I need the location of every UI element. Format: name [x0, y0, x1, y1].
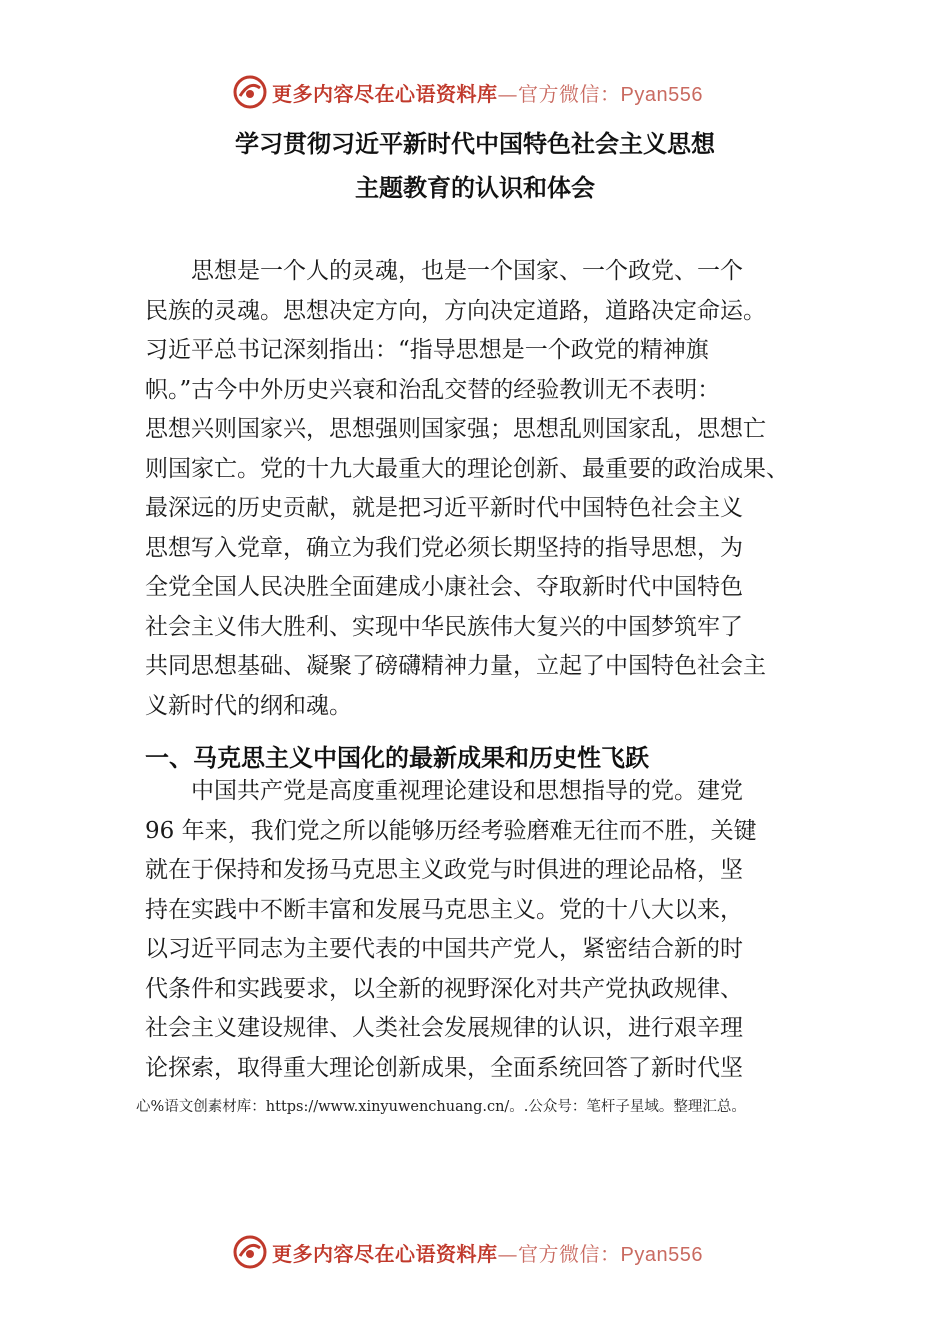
text-line: 社会主义伟大胜利、实现中华民族伟大复兴的中国梦筑牢了	[145, 613, 743, 640]
text-line: 代条件和实践要求，以全新的视野深化对共产党执政规律、	[145, 975, 743, 1002]
paragraph-section-1	[145, 772, 845, 1088]
text-line: 民族的灵魂。思想决定方向，方向决定道路，道路决定命运。	[145, 297, 766, 324]
banner-wechat-code: Pyan556	[620, 1243, 703, 1266]
text-line: 以习近平同志为主要代表的中国共产党人，紧密结合新的时	[145, 936, 743, 962]
text-line: 帜。”古今中外历史兴衰和治乱交替的经验教训无不表明：	[145, 376, 721, 403]
text-line: 义新时代的纲和魂。	[145, 692, 352, 719]
banner-text	[272, 1238, 703, 1267]
text-line: 思想兴则国家兴，思想强则国家强；思想乱则国家乱，思想亡	[145, 416, 766, 442]
document-title-line-1: 学习贯彻习近平新时代中国特色社会主义思想	[235, 130, 715, 158]
document-title-line-2: 主题教育的认识和体会	[355, 174, 595, 202]
text-line: 持在实践中不断丰富和发展马克思主义。党的十八大以来，	[145, 896, 743, 923]
text-line: 96 年来，我们党之所以能够历经考验磨难无往而不胜，关键	[145, 817, 757, 844]
text-line: 社会主义建设规律、人类社会发展规律的认识，进行艰辛理	[145, 1015, 743, 1041]
text-line: 中国共产党是高度重视理论建设和思想指导的党。建党	[145, 778, 743, 804]
source-footnote: 心%语文创素材库：https://www.xinyuwenchuang.cn/。.公众号：笔杆子星域。整理汇总。	[136, 1099, 746, 1115]
footer-banner	[232, 1232, 703, 1272]
section-heading: 一、马克思主义中国化的最新成果和历史性飞跃	[145, 744, 649, 772]
text-line: 最深远的历史贡献，就是把习近平新时代中国特色社会主义	[145, 495, 743, 521]
banner-text	[272, 78, 703, 107]
paragraph-intro	[145, 252, 845, 726]
text-line: 习近平总书记深刻指出：“指导思想是一个政党的精神旗	[145, 337, 709, 363]
banner-main-text: 更多内容尽在心语资料库	[272, 1241, 498, 1266]
banner-wechat-label: —官方微信：	[497, 1241, 621, 1266]
logo-seal-icon	[232, 74, 268, 110]
logo-seal-icon	[232, 1234, 268, 1270]
text-line: 思想是一个人的灵魂，也是一个国家、一个政党、一个	[145, 258, 743, 284]
header-banner	[232, 72, 703, 112]
text-line: 全党全国人民决胜全面建成小康社会、夺取新时代中国特色	[145, 574, 743, 600]
text-line: 思想写入党章，确立为我们党必须长期坚持的指导思想，为	[145, 534, 743, 561]
banner-main-text: 更多内容尽在心语资料库	[272, 81, 498, 106]
banner-wechat-label: —官方微信：	[497, 81, 621, 106]
banner-wechat-code: Pyan556	[620, 83, 703, 106]
text-line: 就在于保持和发扬马克思主义政党与时俱进的理论品格，坚	[145, 857, 743, 883]
text-line: 论探索，取得重大理论创新成果，全面系统回答了新时代坚	[145, 1054, 743, 1081]
text-line: 则国家亡。党的十九大最重大的理论创新、最重要的政治成果、	[145, 455, 789, 482]
text-line: 共同思想基础、凝聚了磅礴精神力量，立起了中国特色社会主	[145, 653, 766, 679]
